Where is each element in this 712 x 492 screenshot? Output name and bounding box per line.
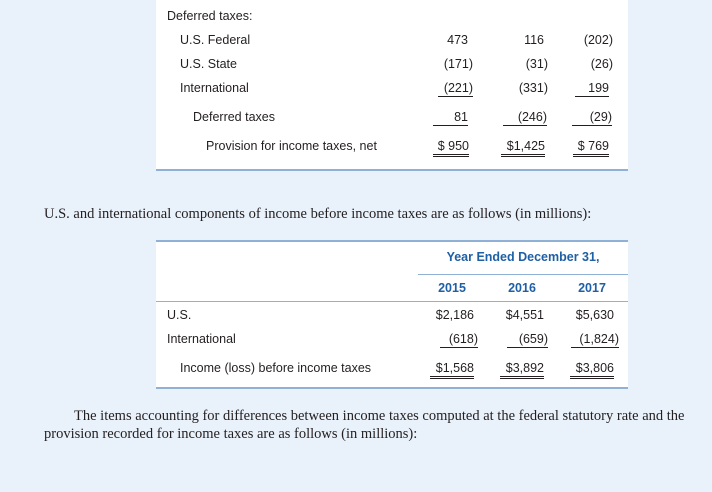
cell-2016: $1,425 [501,139,545,157]
total-label: Provision for income taxes, net [206,139,377,153]
header-divider [156,301,628,302]
cell-2017: (1,824) [571,332,619,348]
cell-2017: 199 [575,81,609,97]
row-label: International [180,81,249,95]
cell-2017: $ 769 [573,139,609,157]
cell-2017: $5,630 [575,308,614,322]
cell-2015: $ 950 [433,139,469,157]
cell-2017: (29) [572,110,612,126]
table-bottom-rule [156,169,628,171]
cell-2016: $4,551 [505,308,544,322]
cell-2016: (246) [503,110,547,126]
cell-2015: $1,568 [430,361,474,379]
cell-2017: (202) [583,33,613,47]
cell-2015: (171) [443,57,473,71]
cell-2016: (31) [525,57,548,71]
total-label: Income (loss) before income taxes [180,361,372,375]
row-label: International [167,332,236,346]
cell-2016: (659) [507,332,548,348]
year-header-2017: 2017 [578,281,606,295]
section-label: Deferred taxes: [167,9,253,23]
year-header-2016: 2016 [508,281,536,295]
row-label: U.S. State [180,57,237,71]
cell-2016: $3,892 [500,361,544,379]
column-group-header: Year Ended December 31, [446,250,600,264]
header-divider [418,274,628,275]
paragraph-intro: U.S. and international components of income before income taxes are as follows (in millions): [44,206,592,222]
table-top-rule [156,240,628,242]
cell-2015: (618) [440,332,478,348]
cell-2015: 81 [433,110,468,126]
cell-2015: $2,186 [435,308,474,322]
cell-2017: (26) [590,57,613,71]
cell-2017: $3,806 [570,361,614,379]
paragraph-reconciliation: The items accounting for differences between income taxes computed at the federal statutory rate and the provision recorded for income taxes are as follows (in millions): [44,408,685,442]
cell-2016: 116 [524,33,544,47]
year-header-2015: 2015 [438,281,466,295]
subtotal-label: Deferred taxes [193,110,275,124]
row-label: U.S. Federal [180,33,251,47]
table-bottom-rule [156,387,628,389]
cell-2015: (221) [438,81,473,97]
cell-2015: 473 [447,33,468,47]
row-label: U.S. [167,308,192,322]
cell-2016: (331) [518,81,548,95]
